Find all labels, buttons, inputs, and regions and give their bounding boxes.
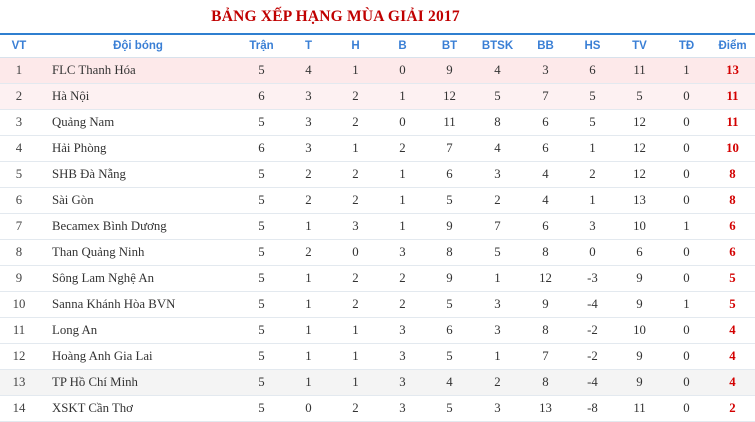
cell-btsk: 3 xyxy=(473,162,522,188)
column-header-loss: B xyxy=(379,34,426,58)
column-header-vt: VT xyxy=(0,34,38,58)
cell-draw: 2 xyxy=(332,292,379,318)
cell-td: 0 xyxy=(663,162,710,188)
cell-loss: 3 xyxy=(379,370,426,396)
cell-td: 0 xyxy=(663,318,710,344)
cell-hs: 3 xyxy=(569,214,616,240)
cell-draw: 2 xyxy=(332,396,379,422)
cell-td: 0 xyxy=(663,188,710,214)
cell-points: 4 xyxy=(710,344,755,370)
cell-btsk: 4 xyxy=(473,136,522,162)
cell-team: Hoàng Anh Gia Lai xyxy=(38,344,238,370)
cell-draw: 1 xyxy=(332,318,379,344)
table-row xyxy=(0,292,755,318)
cell-td: 0 xyxy=(663,136,710,162)
cell-loss: 3 xyxy=(379,318,426,344)
cell-points: 4 xyxy=(710,370,755,396)
cell-played: 5 xyxy=(238,344,285,370)
cell-hs: -2 xyxy=(569,318,616,344)
cell-rank: 4 xyxy=(0,136,38,162)
cell-td: 0 xyxy=(663,84,710,110)
cell-team: TP Hồ Chí Minh xyxy=(38,370,238,396)
cell-team: Sài Gòn xyxy=(38,188,238,214)
cell-loss: 0 xyxy=(379,58,426,84)
cell-draw: 1 xyxy=(332,370,379,396)
cell-rank: 6 xyxy=(0,188,38,214)
cell-draw: 1 xyxy=(332,58,379,84)
column-header-td: TĐ xyxy=(663,34,710,58)
cell-bb: 13 xyxy=(522,396,569,422)
standings-table xyxy=(0,33,755,422)
column-header-btsk: BTSK xyxy=(473,34,522,58)
cell-bb: 7 xyxy=(522,344,569,370)
cell-btsk: 5 xyxy=(473,240,522,266)
cell-tv: 5 xyxy=(616,84,663,110)
column-header-tv: TV xyxy=(616,34,663,58)
table-row xyxy=(0,266,755,292)
cell-bt: 9 xyxy=(426,214,473,240)
cell-loss: 3 xyxy=(379,344,426,370)
cell-win: 1 xyxy=(285,318,332,344)
cell-bb: 4 xyxy=(522,162,569,188)
table-header xyxy=(0,34,755,58)
cell-btsk: 2 xyxy=(473,188,522,214)
column-header-bb: BB xyxy=(522,34,569,58)
column-header-draw: H xyxy=(332,34,379,58)
cell-team: Hải Phòng xyxy=(38,136,238,162)
cell-tv: 9 xyxy=(616,266,663,292)
cell-rank: 9 xyxy=(0,266,38,292)
cell-bb: 8 xyxy=(522,370,569,396)
cell-team: XSKT Cần Thơ xyxy=(38,396,238,422)
cell-points: 8 xyxy=(710,188,755,214)
cell-played: 5 xyxy=(238,214,285,240)
cell-tv: 12 xyxy=(616,136,663,162)
cell-tv: 12 xyxy=(616,162,663,188)
cell-td: 0 xyxy=(663,240,710,266)
cell-bb: 6 xyxy=(522,214,569,240)
column-header-points: Điểm xyxy=(710,34,755,58)
cell-bb: 6 xyxy=(522,110,569,136)
cell-btsk: 5 xyxy=(473,84,522,110)
cell-hs: 5 xyxy=(569,84,616,110)
cell-loss: 2 xyxy=(379,266,426,292)
cell-team: Sanna Khánh Hòa BVN xyxy=(38,292,238,318)
cell-draw: 2 xyxy=(332,84,379,110)
cell-btsk: 7 xyxy=(473,214,522,240)
cell-td: 0 xyxy=(663,370,710,396)
cell-btsk: 4 xyxy=(473,58,522,84)
cell-team: Hà Nội xyxy=(38,84,238,110)
cell-draw: 2 xyxy=(332,266,379,292)
cell-played: 6 xyxy=(238,136,285,162)
cell-team: Quảng Nam xyxy=(38,110,238,136)
cell-points: 11 xyxy=(710,84,755,110)
cell-td: 0 xyxy=(663,344,710,370)
cell-rank: 13 xyxy=(0,370,38,396)
table-row xyxy=(0,84,755,110)
cell-draw: 3 xyxy=(332,214,379,240)
cell-tv: 9 xyxy=(616,292,663,318)
cell-played: 5 xyxy=(238,162,285,188)
cell-draw: 2 xyxy=(332,110,379,136)
cell-td: 1 xyxy=(663,292,710,318)
column-header-bt: BT xyxy=(426,34,473,58)
cell-rank: 14 xyxy=(0,396,38,422)
cell-tv: 12 xyxy=(616,110,663,136)
cell-bt: 8 xyxy=(426,240,473,266)
cell-played: 6 xyxy=(238,84,285,110)
cell-rank: 2 xyxy=(0,84,38,110)
cell-team: Sông Lam Nghệ An xyxy=(38,266,238,292)
cell-win: 2 xyxy=(285,240,332,266)
cell-tv: 10 xyxy=(616,318,663,344)
cell-rank: 10 xyxy=(0,292,38,318)
cell-team: FLC Thanh Hóa xyxy=(38,58,238,84)
cell-hs: -8 xyxy=(569,396,616,422)
cell-hs: -4 xyxy=(569,370,616,396)
cell-win: 1 xyxy=(285,292,332,318)
table-row xyxy=(0,370,755,396)
cell-hs: 1 xyxy=(569,188,616,214)
cell-td: 0 xyxy=(663,266,710,292)
cell-played: 5 xyxy=(238,110,285,136)
table-row xyxy=(0,318,755,344)
cell-bb: 3 xyxy=(522,58,569,84)
cell-draw: 0 xyxy=(332,240,379,266)
cell-loss: 1 xyxy=(379,188,426,214)
cell-tv: 11 xyxy=(616,396,663,422)
column-header-win: T xyxy=(285,34,332,58)
cell-bb: 4 xyxy=(522,188,569,214)
cell-hs: 1 xyxy=(569,136,616,162)
cell-loss: 2 xyxy=(379,292,426,318)
header-row xyxy=(0,34,755,58)
cell-played: 5 xyxy=(238,396,285,422)
cell-points: 10 xyxy=(710,136,755,162)
cell-loss: 1 xyxy=(379,84,426,110)
cell-bb: 9 xyxy=(522,292,569,318)
cell-win: 0 xyxy=(285,396,332,422)
column-header-played: Trận xyxy=(238,34,285,58)
table-row xyxy=(0,344,755,370)
cell-btsk: 3 xyxy=(473,396,522,422)
cell-loss: 0 xyxy=(379,110,426,136)
cell-bb: 8 xyxy=(522,318,569,344)
cell-bb: 6 xyxy=(522,136,569,162)
cell-points: 2 xyxy=(710,396,755,422)
cell-team: Long An xyxy=(38,318,238,344)
cell-win: 1 xyxy=(285,370,332,396)
cell-bt: 9 xyxy=(426,58,473,84)
cell-bt: 5 xyxy=(426,396,473,422)
cell-bt: 11 xyxy=(426,110,473,136)
cell-loss: 1 xyxy=(379,162,426,188)
table-row xyxy=(0,110,755,136)
cell-win: 1 xyxy=(285,214,332,240)
cell-win: 2 xyxy=(285,162,332,188)
cell-tv: 10 xyxy=(616,214,663,240)
cell-points: 6 xyxy=(710,240,755,266)
cell-btsk: 3 xyxy=(473,292,522,318)
cell-hs: -4 xyxy=(569,292,616,318)
cell-td: 0 xyxy=(663,110,710,136)
table-row xyxy=(0,58,755,84)
cell-played: 5 xyxy=(238,318,285,344)
cell-loss: 2 xyxy=(379,136,426,162)
column-header-team: Đội bóng xyxy=(38,34,238,58)
cell-bt: 6 xyxy=(426,318,473,344)
cell-draw: 1 xyxy=(332,136,379,162)
table-row xyxy=(0,136,755,162)
cell-bt: 5 xyxy=(426,188,473,214)
cell-hs: -3 xyxy=(569,266,616,292)
cell-bt: 7 xyxy=(426,136,473,162)
cell-btsk: 1 xyxy=(473,266,522,292)
cell-tv: 9 xyxy=(616,344,663,370)
cell-win: 3 xyxy=(285,110,332,136)
cell-hs: 6 xyxy=(569,58,616,84)
cell-hs: 5 xyxy=(569,110,616,136)
cell-bt: 9 xyxy=(426,266,473,292)
table-body xyxy=(0,58,755,422)
cell-hs: 2 xyxy=(569,162,616,188)
cell-rank: 11 xyxy=(0,318,38,344)
cell-tv: 6 xyxy=(616,240,663,266)
column-header-hs: HS xyxy=(569,34,616,58)
cell-bb: 7 xyxy=(522,84,569,110)
cell-rank: 3 xyxy=(0,110,38,136)
cell-points: 13 xyxy=(710,58,755,84)
cell-points: 5 xyxy=(710,292,755,318)
cell-win: 3 xyxy=(285,136,332,162)
cell-bb: 12 xyxy=(522,266,569,292)
cell-tv: 9 xyxy=(616,370,663,396)
cell-draw: 2 xyxy=(332,188,379,214)
cell-bt: 6 xyxy=(426,162,473,188)
cell-win: 1 xyxy=(285,266,332,292)
cell-loss: 1 xyxy=(379,214,426,240)
cell-hs: -2 xyxy=(569,344,616,370)
cell-points: 6 xyxy=(710,214,755,240)
cell-draw: 1 xyxy=(332,344,379,370)
table-row xyxy=(0,188,755,214)
cell-played: 5 xyxy=(238,370,285,396)
cell-td: 1 xyxy=(663,214,710,240)
table-row xyxy=(0,396,755,422)
cell-win: 3 xyxy=(285,84,332,110)
cell-btsk: 3 xyxy=(473,318,522,344)
cell-win: 2 xyxy=(285,188,332,214)
cell-win: 1 xyxy=(285,344,332,370)
cell-bt: 5 xyxy=(426,344,473,370)
cell-played: 5 xyxy=(238,240,285,266)
cell-btsk: 8 xyxy=(473,110,522,136)
cell-team: Becamex Bình Dương xyxy=(38,214,238,240)
cell-bb: 8 xyxy=(522,240,569,266)
cell-draw: 2 xyxy=(332,162,379,188)
cell-td: 1 xyxy=(663,58,710,84)
cell-team: SHB Đà Nẵng xyxy=(38,162,238,188)
cell-btsk: 2 xyxy=(473,370,522,396)
cell-team: Than Quảng Ninh xyxy=(38,240,238,266)
cell-played: 5 xyxy=(238,292,285,318)
cell-points: 11 xyxy=(710,110,755,136)
cell-bt: 5 xyxy=(426,292,473,318)
cell-btsk: 1 xyxy=(473,344,522,370)
cell-played: 5 xyxy=(238,188,285,214)
cell-win: 4 xyxy=(285,58,332,84)
cell-played: 5 xyxy=(238,266,285,292)
cell-points: 4 xyxy=(710,318,755,344)
cell-rank: 7 xyxy=(0,214,38,240)
page-title: BẢNG XẾP HẠNG MÙA GIẢI 2017 xyxy=(211,8,460,25)
cell-rank: 5 xyxy=(0,162,38,188)
cell-rank: 8 xyxy=(0,240,38,266)
cell-points: 5 xyxy=(710,266,755,292)
cell-points: 8 xyxy=(710,162,755,188)
cell-bt: 4 xyxy=(426,370,473,396)
cell-loss: 3 xyxy=(379,240,426,266)
table-row xyxy=(0,214,755,240)
cell-hs: 0 xyxy=(569,240,616,266)
cell-rank: 12 xyxy=(0,344,38,370)
table-row xyxy=(0,162,755,188)
cell-tv: 11 xyxy=(616,58,663,84)
cell-played: 5 xyxy=(238,58,285,84)
cell-loss: 3 xyxy=(379,396,426,422)
cell-rank: 1 xyxy=(0,58,38,84)
cell-bt: 12 xyxy=(426,84,473,110)
cell-tv: 13 xyxy=(616,188,663,214)
cell-td: 0 xyxy=(663,396,710,422)
table-row xyxy=(0,240,755,266)
